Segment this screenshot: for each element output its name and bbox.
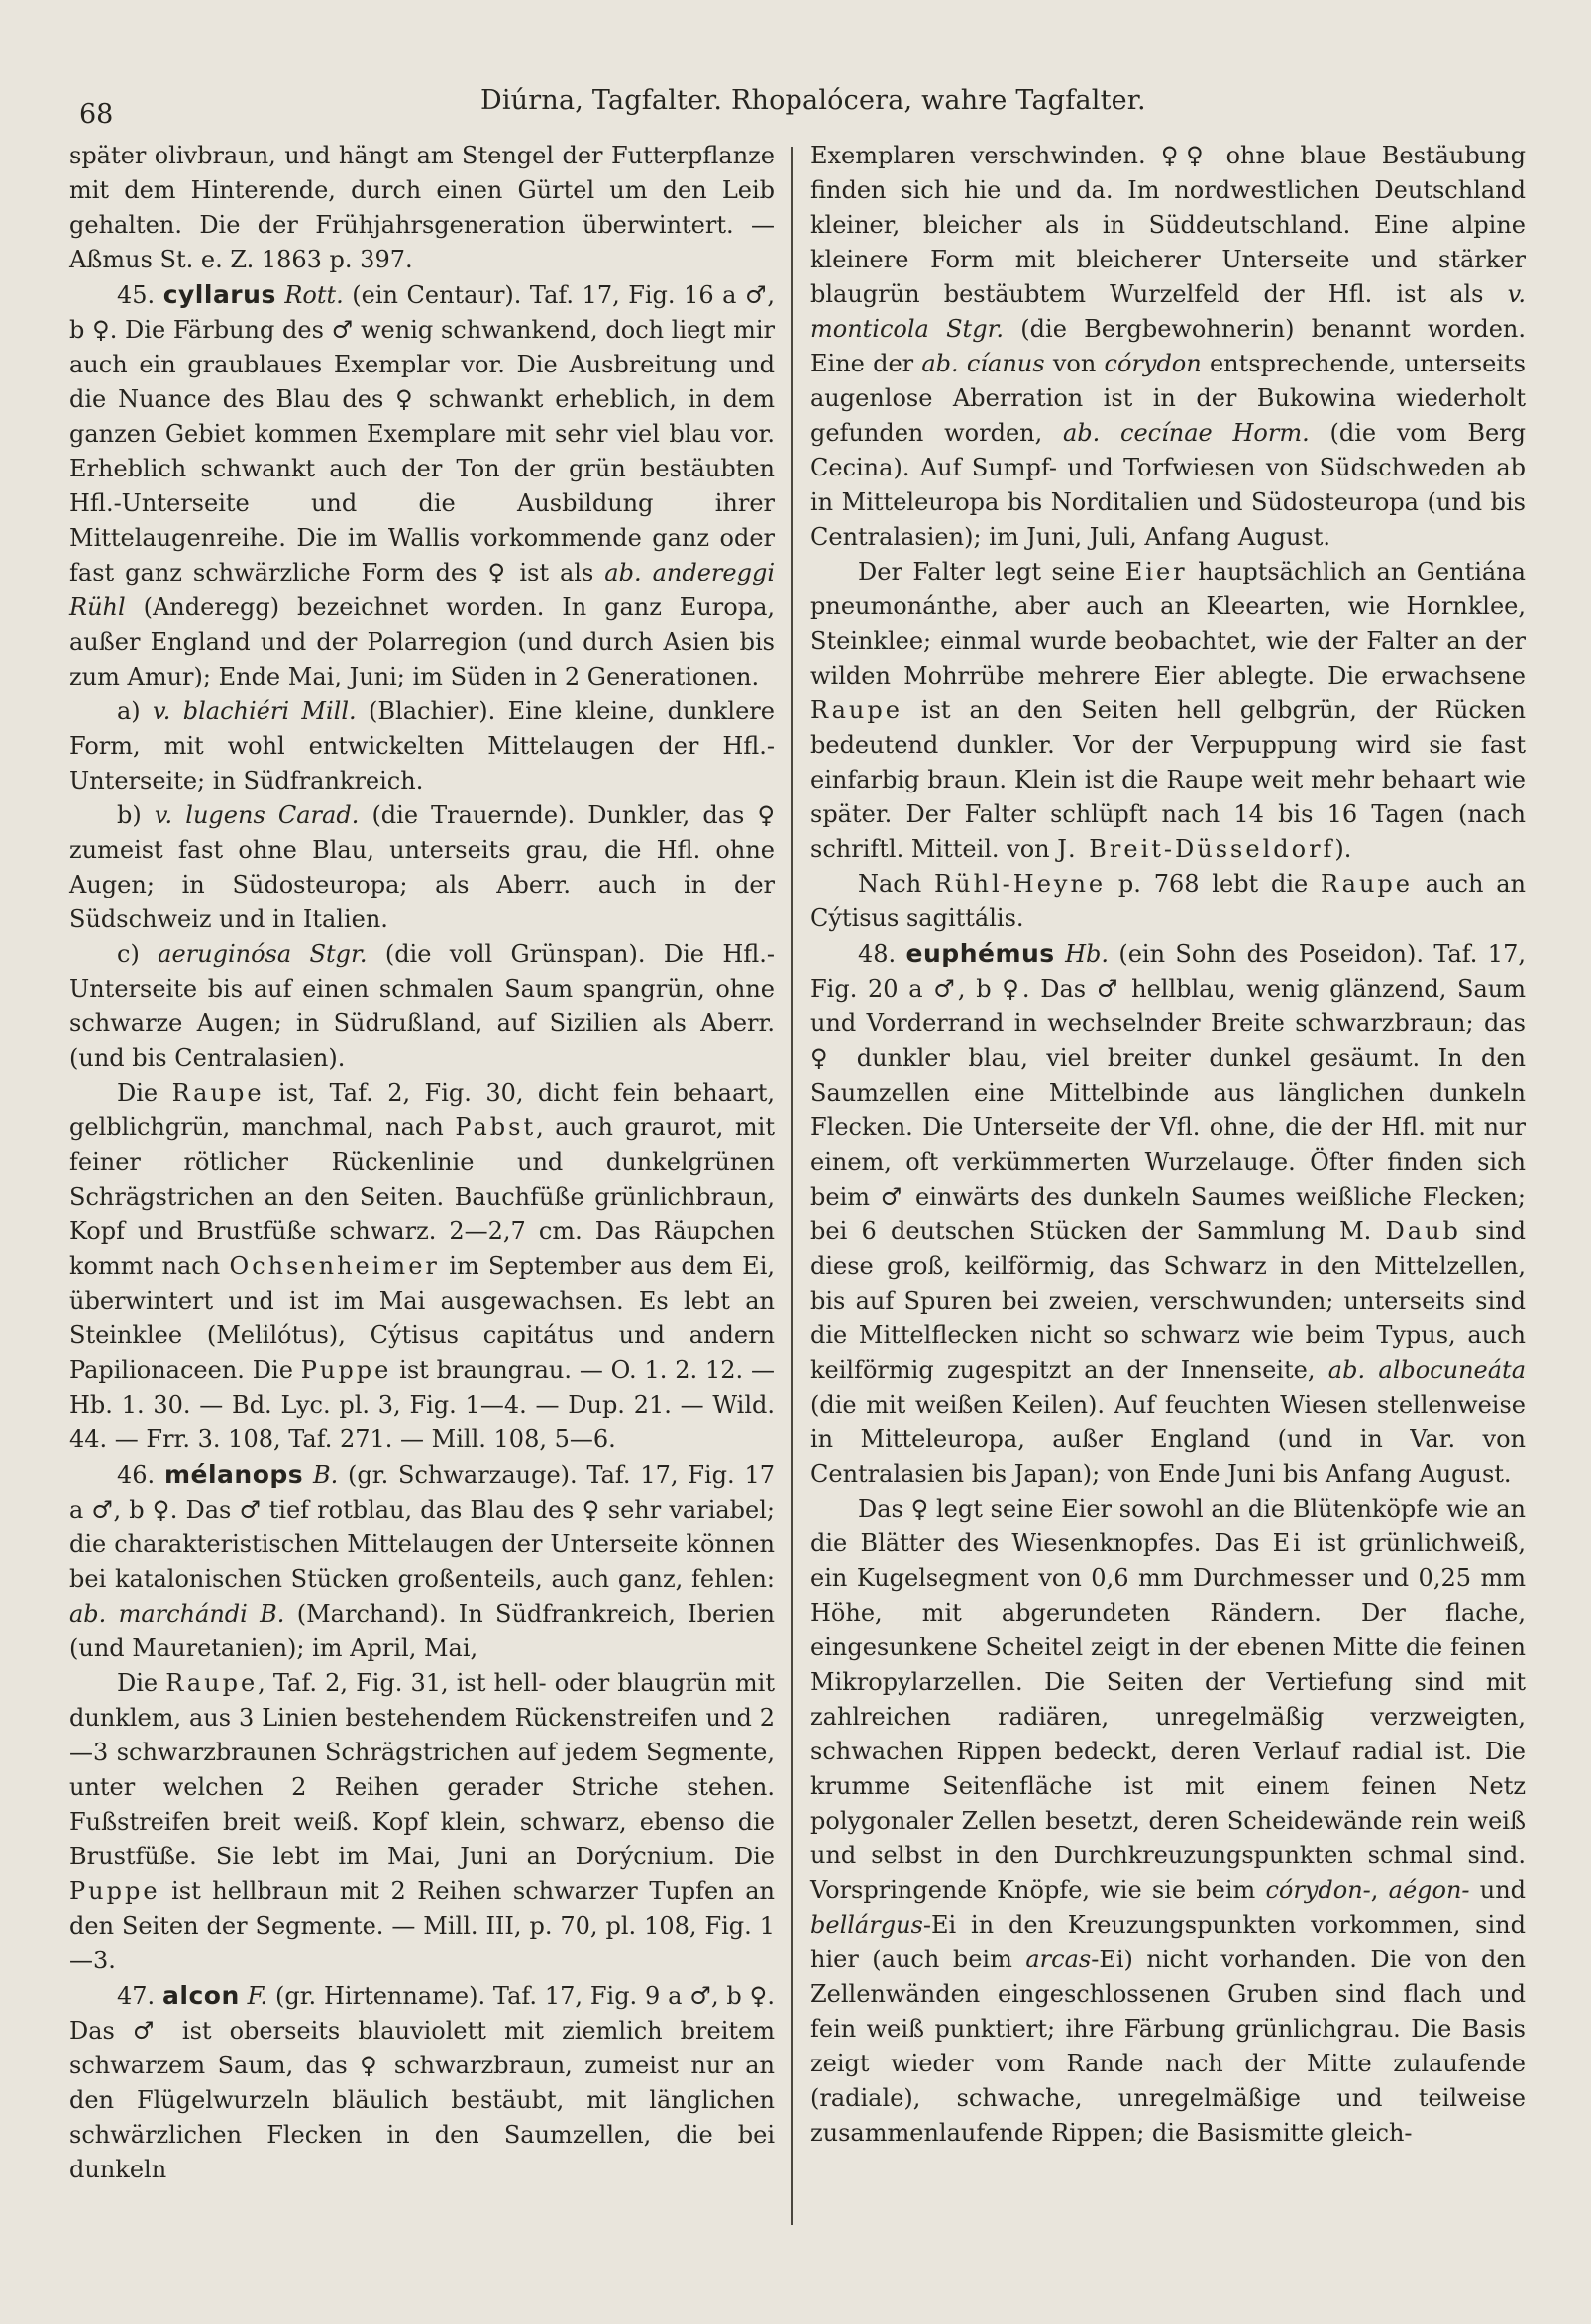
text: entsprechende, unterseits augenlose Aberration ist in der Bukowina wiederholt gefunden worden, — [810, 350, 1526, 447]
spaced-term: Raupe — [171, 1079, 265, 1107]
text: (die Bergbewohnerin) benannt worden. Eine der — [810, 315, 1526, 377]
species-author: B. — [312, 1461, 339, 1489]
paragraph-continuation: später olivbraun, und hängt am Stengel der Futterpflanze mit dem Hinterende, durch einen Gürtel um den Leib gehalten. Die der Frühjahrsgeneration überwintert. — Aßmus St. e. Z. 1863 p. 397. — [69, 142, 775, 273]
paragraph-raupe-45 — [69, 1076, 775, 1457]
paragraph-eier — [810, 555, 1526, 867]
running-head: Diúrna, Tagfalter. Rhopalócera, wahre Tagfalter. — [480, 85, 1146, 116]
species-author: F. — [247, 1982, 268, 2010]
text: und — [1469, 1876, 1527, 1904]
species-author: Rott. — [284, 281, 344, 309]
paragraph-ruehl-heyne — [810, 867, 1526, 936]
variety-name: v. monticola Stgr. — [810, 280, 1526, 343]
spaced-term: Puppe — [69, 1877, 160, 1905]
aberration-name: ab. marchándi B. — [69, 1600, 285, 1628]
entry-48-euphemus — [810, 936, 1526, 1492]
spaced-term: Ei — [1272, 1530, 1304, 1557]
variety-name: v. blachiéri Mill. — [153, 697, 357, 725]
text: , auch graurot, mit feiner rötlicher Rückenlinie und dunkelgrünen Schrägstrichen an den Seiten. Bauchfüße grünlichbraun, Kopf und Brustfüße schwarz. 2—2,7 cm. Das Räupchen kommt nach — [69, 1113, 775, 1280]
variety-text: (die Trauernde). Dunkler, das ♀ zumeist fast ohne Blau, unterseits grau, die Hfl. ohne Augen; in Südosteuropa; als Aberr. auch in der Südschweiz und in Italien. — [69, 801, 776, 933]
spaced-name: Ochsenheimer — [229, 1252, 440, 1280]
entry-text: (ein Sohn des Poseidon). Taf. 17, Fig. 20 a ♂, b ♀. Das ♂ hellblau, wenig glänzend, Saum und Vorderrand in wechselnder Breite schwarzbraun; das ♀ dunkler blau, viel breiter dunkel gesäumt. In den Saumzellen eine Mittelbinde aus länglichen dunkeln Flecken. Die Unterseite der Vfl. ohne, die der Hfl. mit nur einem, oft verkümmerten Wurzelauge. Öfter finden sich beim ♂ einwärts des dunkeln Saumes weißliche Flecken; bei 6 deutschen Stücken der Sammlung M. — [810, 940, 1526, 1245]
entry-46-melanops — [69, 1457, 775, 1666]
right-column — [810, 139, 1526, 2151]
text: , — [1370, 1876, 1389, 1904]
entry-number: 48. — [858, 940, 897, 968]
text: -Ei in den Kreuzungspunkten vorkommen, sind hier (auch beim — [810, 1911, 1526, 1973]
entry-47-alcon — [69, 1978, 775, 2187]
text: von — [1044, 350, 1105, 377]
text: Das ♀ legt seine Eier sowohl an die Blütenköpfe wie an die Blätter des Wiesenknopfes. Das — [810, 1495, 1526, 1557]
text: ist an den Seiten hell gelbgrün, der Rücken bedeutend dunkler. Vor der Verpuppung wird sie fast einfarbig braun. Klein ist die Raupe weit mehr behaart wie später. Der Falter schlüpft nach 14 bis 16 Tagen (nach schriftl. Mitteil. von — [810, 696, 1526, 863]
variety-c — [69, 937, 775, 1076]
paragraph-continuation — [810, 139, 1526, 555]
aberration-name: ab. andereggi Rühl — [69, 559, 775, 621]
entry-text: (Marchand). In Südfrankreich, Iberien (und Mauretanien); im April, Mai, — [69, 1600, 775, 1662]
text: Nach — [858, 870, 934, 898]
page-number: 68 — [79, 99, 114, 130]
spaced-term: Eier — [1124, 558, 1188, 585]
paragraph-ei — [810, 1492, 1526, 2151]
text: Die — [117, 1079, 172, 1107]
aberration-name: ab. cíanus — [921, 350, 1045, 377]
variety-text: (die voll Grünspan). Die Hfl.-Unterseite bis auf einen schmalen Saum spangrün, ohne schwarze Augen; in Südrußland, auf Sizilien als Aberr. (und bis Centralasien). — [69, 940, 776, 1072]
entry-text: (gr. Schwarzauge). Taf. 17, Fig. 17 a ♂, b ♀. Das ♂ tief rotblau, das Blau des ♀ sehr variabel; die charakteristischen Mittelaugen der Unterseite können bei katalonischen Stücken großenteils, auch ganz, fehlen: — [69, 1461, 775, 1593]
species-name: mélanops — [163, 1460, 304, 1489]
text: Die — [117, 1669, 166, 1697]
text: (die vom Berg Cecina). Auf Sumpf- und Torfwiesen von Südschweden ab in Mitteleuropa bis Norditalien und Südosteuropa (und bis Centralasien); im Juni, Juli, Anfang August. — [810, 419, 1526, 551]
entry-text: (ein Centaur). Taf. 17, Fig. 16 a ♂, b ♀. Die Färbung des ♂ wenig schwankend, doch liegt mir auch ein graublaues Exemplar vor. Die Ausbreitung und die Nuance des Blau des ♀ schwankt erheblich, in dem ganzen Gebiet kommen Exemplare mit sehr viel blau vor. Erheblich schwankt auch der Ton der grün bestäubten Hfl.-Unterseite und die Ausbildung ihrer Mittelaugenreihe. Die im Wallis vorkommende ganz oder fast ganz schwärzliche Form des ♀ ist als — [69, 281, 775, 586]
species-ref: bellárgus — [810, 1911, 923, 1939]
text: Exemplaren verschwinden. ♀♀ ohne blaue Bestäubung finden sich hie und da. Im nordwestlichen Deutschland kleiner, bleicher als in Süddeutschland. Eine alpine kleinere Form mit bleicherer Unterseite und stärker blaugrün bestäubtem Wurzelfeld der Hfl. ist als — [810, 142, 1526, 308]
variety-name: v. lugens Carad. — [154, 801, 360, 829]
entry-text: (Anderegg) bezeichnet worden. In ganz Europa, außer England und der Polarregion (und durch Asien bis zum Amur); Ende Mai, Juni; im Süden in 2 Generationen. — [69, 593, 775, 690]
species-name: alcon — [162, 1981, 240, 2010]
species-ref: córydon — [1104, 350, 1202, 377]
species-ref: aégon- — [1388, 1876, 1470, 1904]
variety-a — [69, 694, 775, 798]
left-column — [69, 139, 775, 2187]
text: im September aus dem Ei, überwintert und ist im Mai ausgewachsen. Es lebt an Steinklee (Melilótus), Cýtisus capitátus und andern Papilionaceen. Die — [69, 1252, 775, 1384]
text: ist hellbraun mit 2 Reihen schwarzer Tupfen an den Seiten der Segmente. — Mill. III, p. 70, pl. 108, Fig. 1—3. — [69, 1877, 775, 1974]
variety-label: c) — [117, 940, 159, 968]
spaced-name: Pabst — [455, 1113, 537, 1141]
spaced-name: Daub — [1385, 1217, 1461, 1245]
entry-text: (gr. Hirtenname). Taf. 17, Fig. 9 a ♂, b ♀. Das ♂ ist oberseits blauviolett mit ziemlich breitem schwarzem Saum, das ♀ schwarzbraun, zumeist nur an den Flügelwurzeln bläulich bestäubt, mit länglichen schwärzlichen Flecken in den Saumzellen, die bei dunkeln — [69, 1982, 776, 2183]
paragraph-raupe-46 — [69, 1666, 775, 1978]
text: hauptsächlich an Gentiána pneumonánthe, aber auch an Kleearten, wie Hornklee, Steinklee; einmal wurde beobachtet, wie der Falter an der wilden Mohrrübe mehrere Eier ablegte. Die erwachsene — [810, 558, 1526, 689]
spaced-term: Raupe — [810, 696, 902, 724]
species-author: Hb. — [1065, 940, 1109, 968]
species-name: cyllarus — [162, 280, 276, 309]
text: ist grünlichweiß, ein Kugelsegment von 0,6 mm Durchmesser und 0,25 mm Höhe, mit abgerundeten Rändern. Der flache, eingesunkene Scheitel zeigt in der ebenen Mitte die feinen Mikropylarzellen. Die Seiten der Vertiefung sind mit zahlreichen radiären, unregelmäßig verzweigten, schwachen Rippen bedeckt, deren Verlauf radial ist. Die krumme Seitenfläche ist mit einem feinen Netz polygonaler Zellen besetzt, deren Scheidewände rein weiß und selbst in den Durchkreuzungspunkten schmal sind. Vorspringende Knöpfe, wie sie beim — [810, 1530, 1527, 1904]
text: p. 768 lebt die — [1106, 870, 1322, 898]
spaced-name: J. Breit-Düsseldorf — [1057, 835, 1335, 863]
spaced-term: Puppe — [300, 1356, 392, 1384]
text: , Taf. 2, Fig. 31, ist hell- oder blaugrün mit dunklem, aus 3 Linien bestehendem Rückenstreifen und 2—3 schwarzbraunen Schrägstrichen auf jedem Segmente, unter welchen 2 Reihen gerader Striche stehen. Fußstreifen breit weiß. Kopf klein, schwarz, ebenso die Brustfüße. Sie lebt im Mai, Juni an Dorýcnium. Die — [69, 1669, 775, 1870]
variety-label: a) — [117, 697, 154, 725]
variety-name: aeruginósa Stgr. — [158, 940, 368, 968]
species-ref: arcas — [1025, 1946, 1092, 1973]
column-divider — [791, 147, 793, 2225]
entry-text: (die mit weißen Keilen). Auf feuchten Wiesen stellenweise in Mitteleuropa, außer England (und in Var. von Centralasien bis Japan); von Ende Juni bis Anfang August. — [810, 1391, 1526, 1488]
text: -Ei) nicht vorhanden. Die von den Zellenwänden eingeschlossenen Gruben sind flach und fein weiß punktiert; ihre Färbung grünlichgrau. Die Basis zeigt wieder vom Rande nach der Mitte zulaufende (radiale), schwache, unregelmäßige und teilweise zusammenlaufende Rippen; die Basismitte gleich- — [810, 1946, 1527, 2147]
spaced-term: Raupe — [165, 1669, 259, 1697]
text: Der Falter legt seine — [858, 558, 1125, 585]
text: ist, Taf. 2, Fig. 30, dicht fein behaart, gelblichgrün, manchmal, nach — [69, 1079, 775, 1141]
entry-number: 45. — [117, 281, 156, 309]
text: auch an Cýtisus sagittális. — [810, 870, 1526, 932]
text: ). — [1334, 835, 1352, 863]
entry-45-cyllarus — [69, 277, 775, 694]
text: ist braungrau. — O. 1. 2. 12. — Hb. 1. 30. — Bd. Lyc. pl. 3, Fig. 1—4. — Dup. 21. — Wild. 44. — Frr. 3. 108, Taf. 271. — Mill. 108, 5—6. — [69, 1356, 775, 1453]
entry-number: 46. — [117, 1461, 156, 1489]
variety-label: b) — [117, 801, 155, 829]
species-ref: córydon- — [1265, 1876, 1371, 1904]
spaced-term: Raupe — [1321, 870, 1413, 898]
spaced-name: Rühl-Heyne — [934, 870, 1107, 898]
species-name: euphémus — [905, 939, 1055, 968]
entry-number: 47. — [117, 1982, 156, 2010]
entry-text: sind diese groß, keilförmig, das Schwarz in den Mittelzellen, bis auf Spuren bei zweien, verschwunden; unterseits sind die Mittelflecken nicht so schwarz wie beim Typus, auch keilförmig zugespitzt an der Innenseite, — [810, 1217, 1526, 1384]
aberration-name: ab. albocuneáta — [1327, 1356, 1526, 1384]
variety-b — [69, 798, 775, 937]
aberration-name: ab. cecínae Horm. — [1062, 419, 1310, 447]
variety-text: (Blachier). Eine kleine, dunklere Form, mit wohl entwickelten Mittelaugen der Hfl.-Unterseite; in Südfrankreich. — [69, 697, 775, 794]
